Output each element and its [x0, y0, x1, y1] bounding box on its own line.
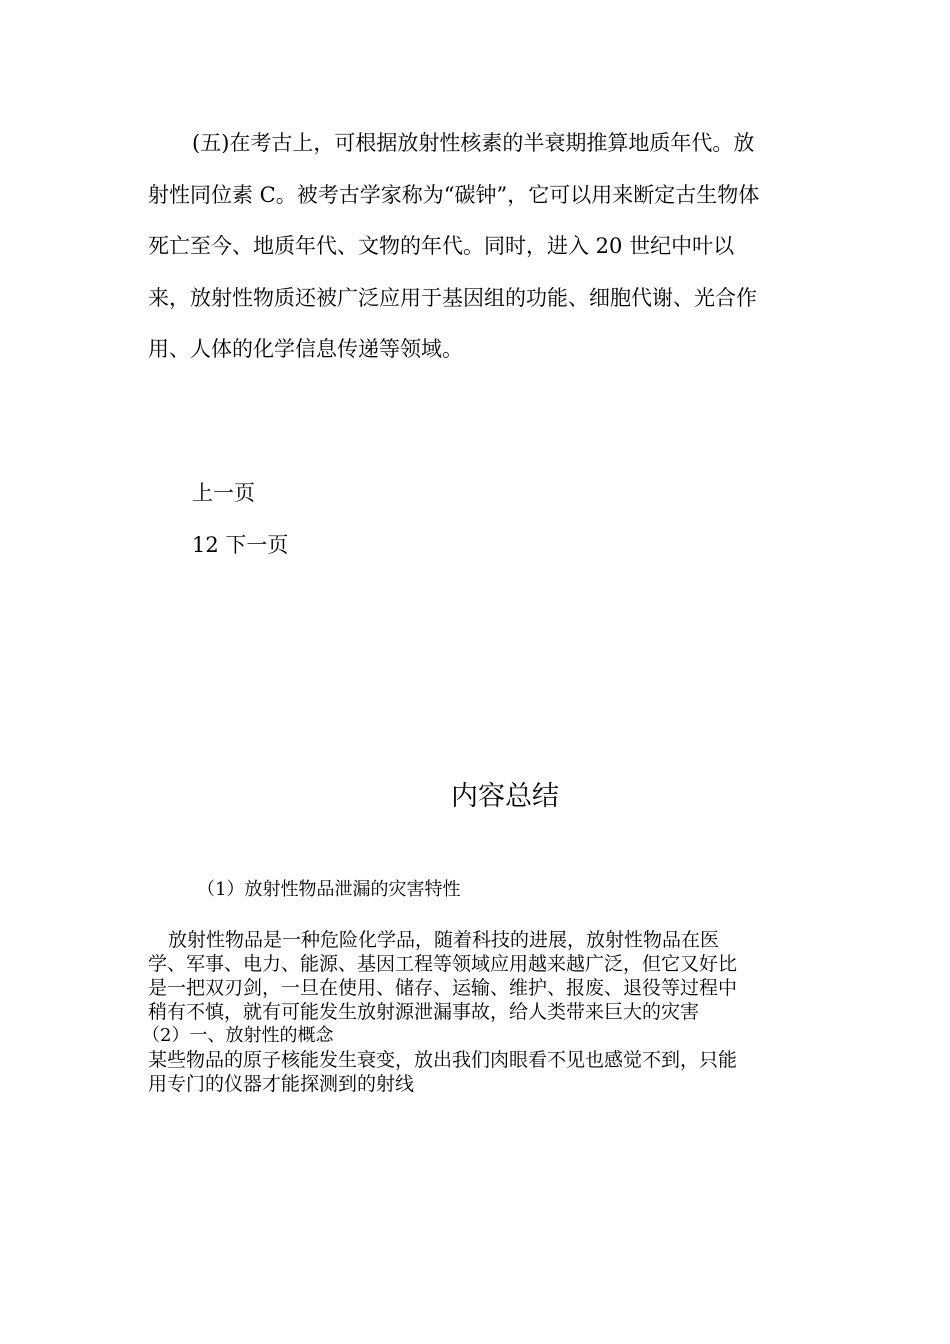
previous-page-link[interactable]: 上一页 — [192, 481, 255, 505]
next-page-link[interactable]: 12 下一页 — [192, 533, 289, 557]
summary-body-line: 学、军事、电力、能源、基因工程等领域应用越来越广泛，但它又好比 — [148, 953, 738, 975]
summary-body — [142, 928, 808, 1096]
summary-heading-2: （2）一、放射性的概念 — [142, 1025, 334, 1046]
summary-body-line: 放射性物品是一种危险化学品，随着科技的进展，放射性物品在医 — [168, 929, 720, 951]
paragraph-line: 来，放射性物质还被广泛应用于基因组的功能、细胞代谢、光合作 — [148, 285, 757, 310]
paragraph-line: 射性同位素 C。被考古学家称为“碳钟”，它可以用来断定古生物体 — [148, 182, 760, 207]
summary-body-line: 某些物品的原子核能发生衰变，放出我们肉眼看不见也感觉不到，只能 — [148, 1049, 738, 1071]
summary-heading-1: （1）放射性物品泄漏的灾害特性 — [197, 879, 461, 900]
summary-title: 内容总结 — [451, 781, 559, 812]
paragraph-line: 死亡至今、地质年代、文物的年代。同时，进入 20 世纪中叶以 — [148, 234, 735, 258]
summary-body-line: 稍有不慎，就有可能发生放射源泄漏事故，给人类带来巨大的灾害 — [148, 1001, 700, 1023]
summary-body-line: 是一把双刃剑，一旦在使用、储存、运输、维护、报废、退役等过程中 — [148, 977, 738, 999]
summary-body-line: 用专门的仪器才能探测到的射线 — [148, 1073, 415, 1095]
paragraph-line: 用、人体的化学信息传递等领域。 — [148, 337, 463, 361]
archaeology-paragraph — [148, 118, 798, 376]
paragraph-line: (五)在考古上，可根据放射性核素的半衰期推算地质年代。放 — [192, 131, 755, 155]
